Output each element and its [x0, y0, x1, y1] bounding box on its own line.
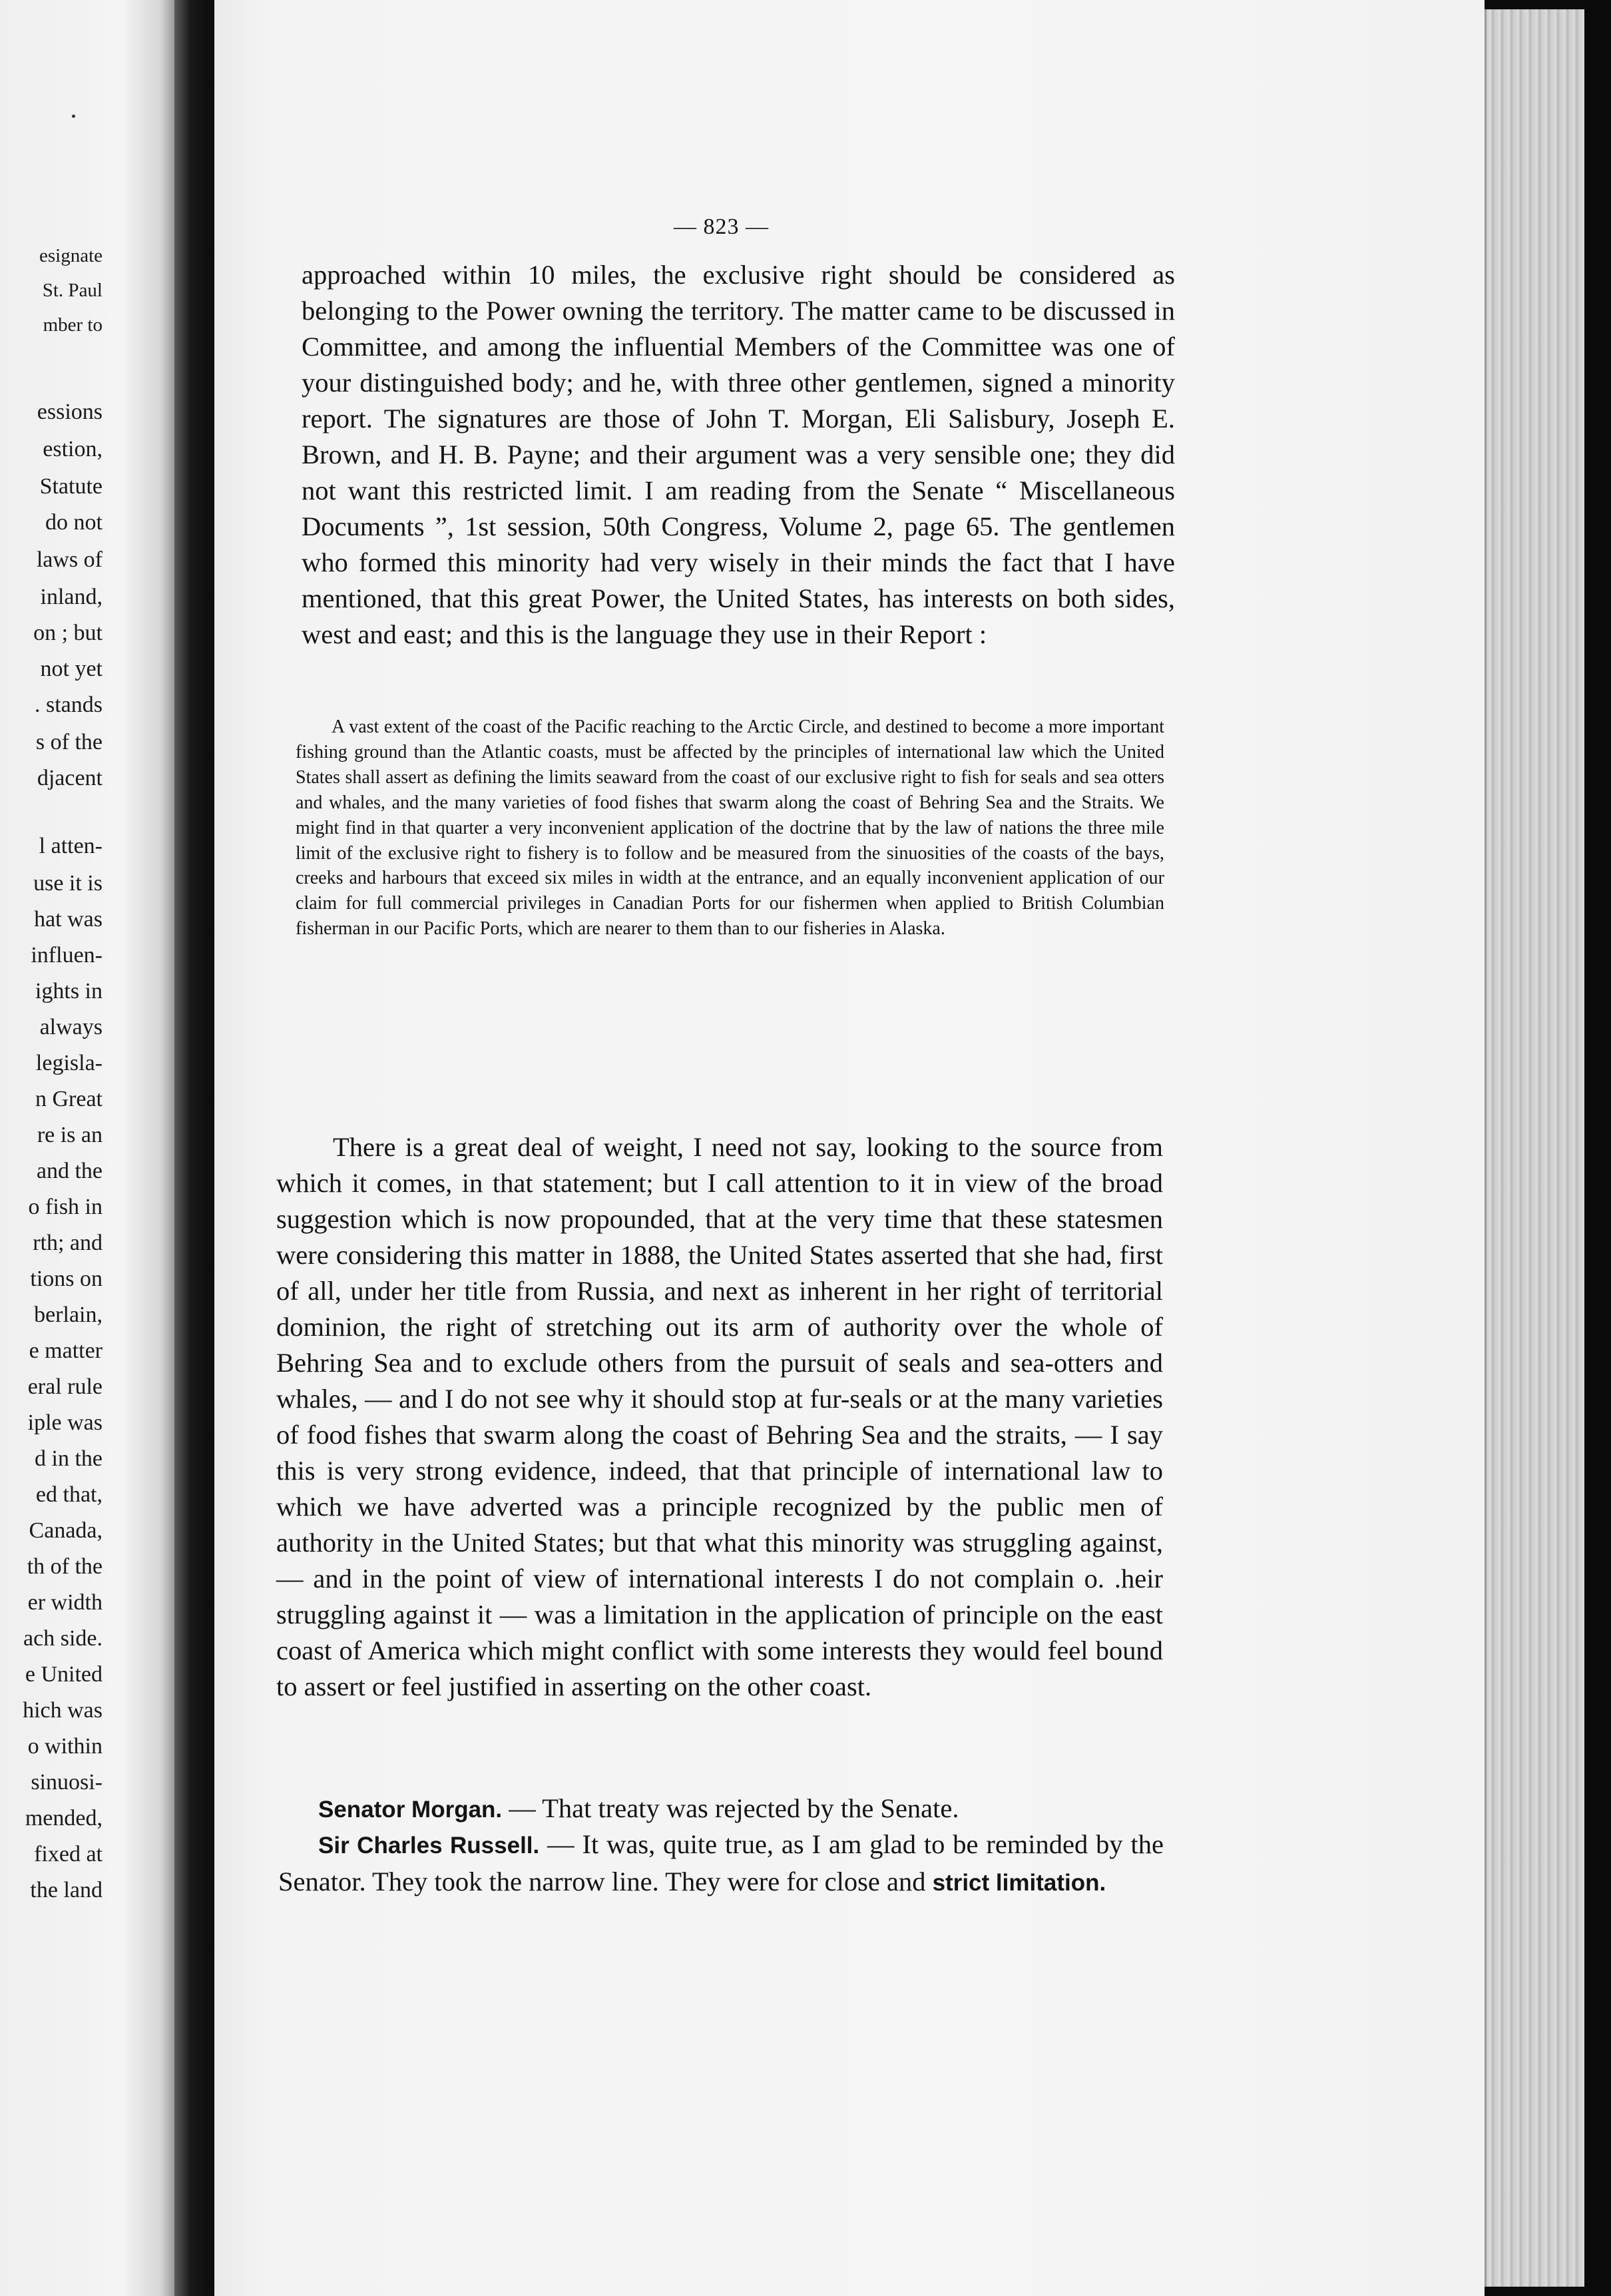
left-page-text-fragment: ights in — [35, 979, 103, 1004]
left-page-text-fragment: always — [39, 1015, 103, 1039]
speech-text: — It was, quite true, as I am glad to be reminded by the Senator. They took the narrow line. They were for close and — [278, 1829, 1164, 1896]
left-page-text-fragment: e matter — [29, 1338, 103, 1363]
left-page-text-fragment: . stands — [35, 693, 103, 717]
page-number: — 823 — — [674, 214, 769, 239]
left-page-text-fragment: th of the — [27, 1554, 103, 1579]
left-page-text-fragment: mber to — [43, 314, 103, 336]
left-page-text-fragment: djacent — [37, 766, 103, 790]
left-page-text-fragment: do not — [45, 510, 103, 535]
left-page-text-fragment: St. Paul — [42, 280, 103, 301]
paragraph-2: There is a great deal of weight, I need not say, looking to the source from which it comes, in that statement; but I call attention to it in view of the broad suggestion which is now propounded, that at the very time that these statesmen were considering this matter in 1888, the United States asserted that she had, first of all, under her title from Russia, and next as inherent in her right of territorial dominion, the right of stretching out its arm of authority over the whole of Behring Sea and to exclude others from the pursuit of seals and sea-otters and whales, — and I do not see why it should stop at fur-seals or at the many varieties of food fishes that swarm along the coast of Behring Sea and the straits, — I say this is very strong evidence, indeed, that that principle of international law to which we have adverted was a principle recognized by the public men of authority in the United States; but that what this minority was struggling against, — and in the point of view of international interests I do not complain o. .heir struggling against it — was a limitation in the application of principle on the east coast of America which might conflict with some interests they would feel bound to assert or feel justified in asserting on the other coast. — [276, 1132, 1163, 1701]
left-page-text-fragment: on ; but — [33, 621, 103, 645]
left-page-text-fragment: eral rule — [27, 1374, 103, 1399]
book-gutter — [174, 0, 214, 2296]
left-page-text-fragment: s of the — [35, 730, 103, 754]
left-page-text-fragment: Canada, — [29, 1518, 103, 1543]
left-page-text-fragment: n Great — [35, 1087, 103, 1111]
left-page-text-fragment: ach side. — [23, 1626, 103, 1651]
left-page-text-fragment: Statute — [39, 474, 103, 499]
left-page-text-fragment: berlain, — [34, 1302, 103, 1327]
speech-text: — That treaty was rejected by the Senate. — [502, 1793, 959, 1823]
left-page-text-fragment: tions on — [30, 1267, 103, 1291]
speech-text-bold: strict limitation. — [932, 1870, 1106, 1896]
left-page-text-fragment: hich was — [23, 1698, 103, 1723]
paragraph-senator-morgan — [278, 1791, 1164, 1828]
left-page-text-fragment: ed that, — [35, 1482, 103, 1507]
left-page-text-fragment: re is an — [37, 1123, 103, 1147]
left-page-text-fragment: d in the — [35, 1446, 103, 1471]
left-page-text-fragment: the land — [30, 1878, 103, 1902]
left-page-text-fragment: hat was — [34, 907, 103, 932]
left-page-text-fragment: rth; and — [33, 1231, 103, 1255]
paragraph-1: approached within 10 miles, the exclusive right should be considered as belonging to the Power owning the territory. The matter came to be discussed in Committee, and among the influential Members of the Committee was one of your distinguished body; and he, with three other gentlemen, signed a minority report. The signatures are those of John T. Morgan, Eli Salisbury, Joseph E. Brown, and H. B. Payne; and their argument was a very sensible one; they did not want this restricted limit. I am reading from the Senate “ Miscellaneous Documents ”, 1st session, 50th Congress, Volume 2, page 65. The gentlemen who formed this minority had very wisely in their minds the fact that I have mentioned, that this great Power, the United States, has interests on both sides, west and east; and this is the language they use in their Report : — [302, 260, 1175, 649]
left-page-text-fragment: use it is — [33, 871, 103, 896]
paragraph-sir-charles-russell — [278, 1827, 1164, 1901]
speaker-name: Sir Charles Russell. — [318, 1833, 540, 1859]
left-page-text-fragment: o fish in — [28, 1195, 103, 1219]
scan-border — [1584, 0, 1611, 2296]
left-page-text-fragment: e United — [25, 1662, 103, 1687]
left-page-text-fragment: iple was — [27, 1410, 103, 1435]
left-page-text-fragment: laws of — [36, 547, 103, 572]
left-page-text-fragment: fixed at — [34, 1842, 103, 1866]
left-page-text-fragment: sinuosi- — [31, 1770, 103, 1795]
left-page-text-fragment: influen- — [31, 943, 103, 968]
block-quote: A vast extent of the coast of the Pacific reaching to the Arctic Circle, and destined to become a more important fishing ground than the Atlantic coasts, must be affected by the principles of international law which the United States shall assert as defining the limits seaward from the coast of our exclusive right to fish for seals and sea otters and whales, and the many varieties of food fishes that swarm along the coast of Behring Sea and the Straits. We might find in that quarter a very inconvenient application of the doctrine that by the law of nations the three mile limit of the exclusive right to fishery is to follow and be measured from the sinuosities of the coasts of the bays, creeks and harbours that exceed six miles in width at the entrance, and an equally inconvenient application of our claim for full commercial privileges in Canadian Ports for our fishermen when applied to British Columbian fisherman in our Pacific Ports, which are nearer to them than to our fisheries in Alaska. — [296, 717, 1164, 940]
ink-speck — [72, 115, 75, 118]
left-page-text-fragment: inland, — [40, 585, 103, 609]
left-page-text-fragment: er width — [27, 1590, 103, 1615]
speaker-name: Senator Morgan. — [318, 1797, 503, 1823]
left-page-text-fragment: o within — [27, 1734, 103, 1759]
left-page-text-fragment: l atten- — [39, 834, 103, 858]
left-page-text-fragment: esignate — [39, 245, 103, 266]
left-page-text-fragment: essions — [37, 400, 103, 424]
left-page-text-fragment: legisla- — [35, 1051, 103, 1075]
page-stack-edge — [1485, 9, 1586, 2287]
left-page-text-fragment: and the — [36, 1159, 103, 1183]
left-page-text-fragment: mended, — [25, 1806, 103, 1831]
left-page-text-fragment: estion, — [43, 437, 103, 461]
left-page-text-fragment: not yet — [40, 657, 103, 681]
left-facing-page — [0, 0, 174, 2296]
